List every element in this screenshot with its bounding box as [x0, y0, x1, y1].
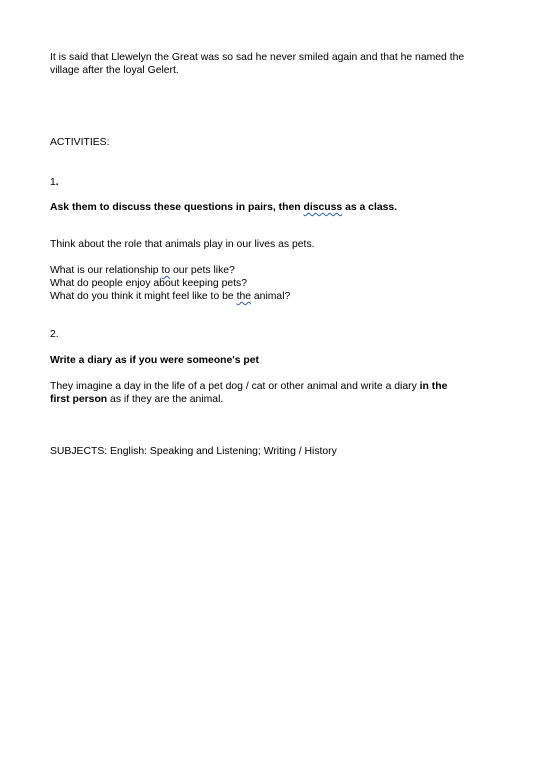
activity-2-text-line-1	[50, 380, 447, 393]
activity-2-text-start: They imagine a day in the life of a pet dog / cat or other animal and write a diary	[50, 381, 420, 392]
grammar-flag-discuss[interactable]: discuss	[303, 202, 343, 213]
activity-1-number-dot: .	[55, 177, 59, 188]
question-3-end: animal?	[251, 291, 291, 302]
question-1	[50, 264, 235, 277]
grammar-flag-to[interactable]: to	[161, 265, 171, 276]
question-1-end: our pets like?	[170, 265, 235, 276]
subjects-line: SUBJECTS: English: Speaking and Listening; Writing / History	[50, 446, 337, 457]
activity-1-heading-text: Ask them to discuss these questions in pairs, then	[50, 202, 304, 213]
activity-1-number-digit: 1	[50, 177, 56, 188]
activity-2-text-bold-2: first person	[50, 394, 108, 405]
activity-2-text-line-2	[50, 393, 223, 406]
activity-2-text-bold-1: in the	[419, 381, 448, 392]
intro-line-2: village after the loyal Gelert.	[50, 65, 179, 76]
question-3	[50, 290, 290, 303]
activity-1-heading-end: as a class.	[342, 202, 398, 213]
activity-1-number	[50, 176, 59, 189]
intro-line-1: It is said that Llewelyn the Great was so sad he never smiled again and that he named the	[50, 52, 465, 63]
grammar-flag-the[interactable]: the	[236, 291, 252, 302]
question-2: What do people enjoy about keeping pets?	[50, 278, 247, 289]
activities-heading: ACTIVITIES:	[50, 137, 110, 148]
question-1-start: What is our relationship	[50, 265, 162, 276]
activity-2-heading: Write a diary as if you were someone's pet	[50, 355, 260, 366]
activity-1-prompt: Think about the role that animals play in our lives as pets.	[50, 239, 315, 250]
question-3-start: What do you think it might feel like to be	[50, 291, 237, 302]
activity-2-number: 2.	[50, 329, 59, 340]
activity-1-heading	[50, 201, 397, 214]
activity-2-text-end: as if they are the animal.	[107, 394, 224, 405]
